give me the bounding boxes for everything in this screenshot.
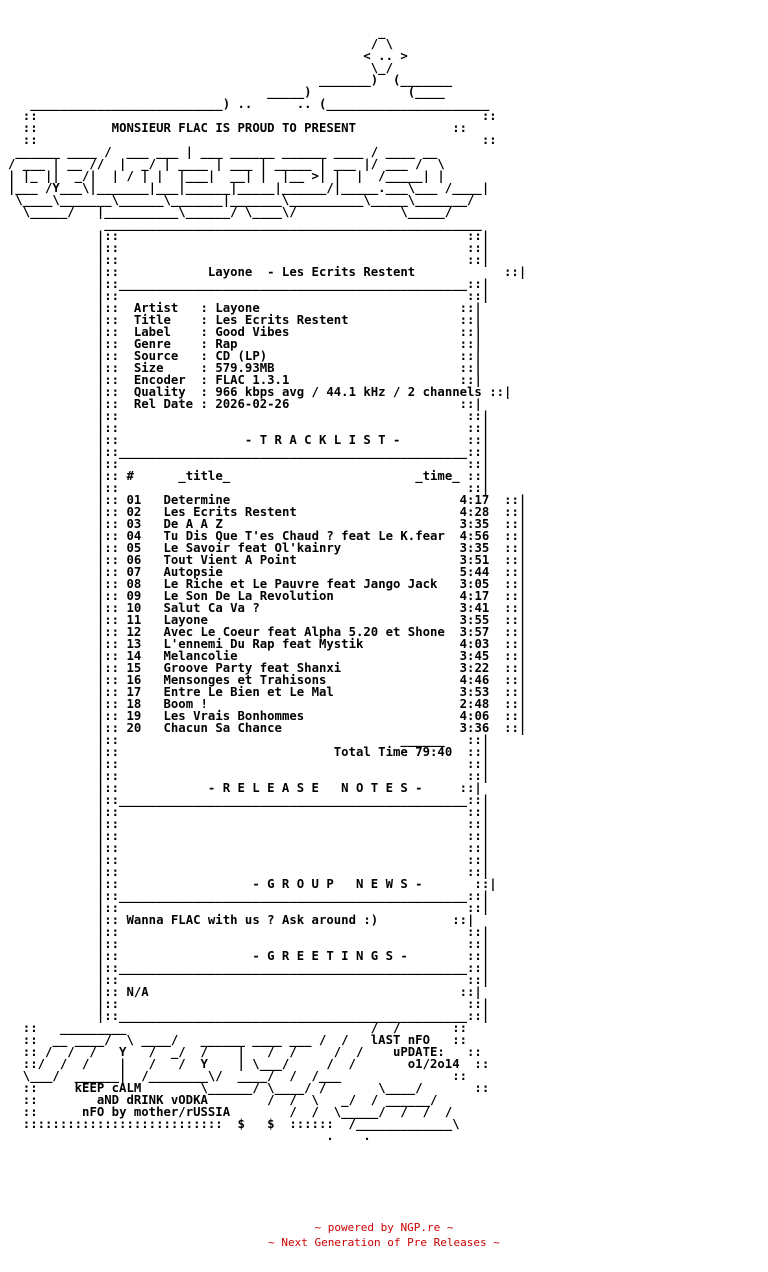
- track-row: |:: 09 Le Son De La Revolution 4:17 ::|: [8, 589, 527, 603]
- track-title: Melancolie: [163, 649, 238, 663]
- top-art: _ / \ < .. > \_/ _______) (_______ _____) (____ __________________________) .. .. (______________________ :: :: ::: [22, 25, 497, 135]
- value-label: Good Vibes: [215, 325, 290, 339]
- track-time: 3:55: [459, 613, 490, 627]
- label-genre: Genre: [133, 337, 171, 351]
- track-number: 01: [126, 493, 142, 507]
- track-title: Groove Party feat Shanxi: [163, 661, 342, 675]
- label-quality: Quality: [133, 385, 186, 399]
- track-time: 4:17: [459, 493, 490, 507]
- track-row: |:: 06 Tout Vient A Point 3:51 ::|: [8, 553, 527, 567]
- track-number: 08: [126, 577, 142, 591]
- track-title: Autopsie: [163, 565, 223, 579]
- group-news-heading: - G R O U P N E W S -: [252, 877, 423, 891]
- group-news-text: Wanna FLAC with us ? Ask around :): [126, 913, 379, 927]
- track-title: Le Riche et Le Pauvre feat Jango Jack: [163, 577, 438, 591]
- track-row: |:: 15 Groove Party feat Shanxi 3:22 ::|: [8, 661, 527, 675]
- track-title: Les Ecrits Restent: [163, 505, 297, 519]
- total-time-label: Total Time: [333, 745, 408, 759]
- track-number: 16: [126, 673, 142, 687]
- value-artist: Layone: [215, 301, 260, 315]
- label-title: Title: [133, 313, 171, 327]
- footer-powered-by: ~ powered by NGP.re ~: [314, 1221, 454, 1234]
- track-number: 04: [126, 529, 142, 543]
- track-time: 3:51: [459, 553, 490, 567]
- track-time: 2:48: [459, 697, 490, 711]
- track-time: 4:28: [459, 505, 490, 519]
- track-title: Entre Le Bien et Le Mal: [163, 685, 334, 699]
- track-row: |:: 18 Boom ! 2:48 ::|: [8, 697, 527, 711]
- release-notes-heading: - R E L E A S E N O T E S -: [207, 781, 423, 795]
- track-number: 05: [126, 541, 142, 555]
- track-number: 07: [126, 565, 142, 579]
- bottom-art: :: _________ / / :: :: __ ____/ \ ____/ ______ ____ ___ / / lAST nFO :: :: / / / Y / _/ / | / / / / uPDATE: :: ::/ / / | / / Y | \___/ / / o1/2o14 :: \___/ ______| /________\/ ____/ / /___ ::: [22, 1021, 490, 1083]
- track-number: 03: [126, 517, 142, 531]
- track-row: |:: 05 Le Savoir feat Ol'kainry 3:35 ::|: [8, 541, 527, 555]
- label-size: Size: [133, 361, 164, 375]
- value-reldate: 2026-02-26: [215, 397, 290, 411]
- bottom-dollar-line: ::::::::::::::::::::::::::: $ $ :::::: /_____________\: [8, 1117, 460, 1131]
- track-time: 3:22: [459, 661, 490, 675]
- track-list: [8, 493, 526, 735]
- track-number: 06: [126, 553, 142, 567]
- label-label: Label: [133, 325, 171, 339]
- nfo-text: _ / \ < .. > \_/ _______) (_______ _____) (____ __________________________) .. .. (______________________ :: :: :: MONSIEUR FLAC IS PROUD TO PRESENT :: :: :: ______ ____ / ___ ___ | ___ ______ ______ ____ / ____ __ / ___ | __ // | _/ | ____ | ___ | _____ | ___ |/ ___ / \ | |_ || _/| | / | | |___| __| | |__ >| | | /_____| | |___ /Y___\|_______|___|______|_____|______/|_____.___\___ /____| \____\_______\______\_______|_______\__________\_____\_______/ \_____/ |__________\______/ \____\/ \_____/ ___________________________________________________ |:: ::| |:: ::| |:: ::| |:: Layone - Les Ecrits Restent ::| |::_______________________________________________::| |:: ::| |:: Artist : Layone ::| |:: Title : Les Ecrits Restent ::| |:: Label : Good Vibes ::| |:: Genre : Rap ::| |:: Source : CD (LP) ::| |:: Size : 579.93MB ::| |:: Encoder : FLAC 1.3.1 ::| |:: Quality : 966 kbps avg / 44.1 kHz / 2 channels ::| |:: Rel Date : 2026-02-26 ::| |:: ::| |:: ::| |:: - T R A C K L I S T - ::| |::_______________________________________________::| |:: ::| |:: # _title_ _time_ ::| |:: ::| |:: 01 Determine 4:17 ::| |:: 02 Les Ecrits Restent 4:28 ::| |:: 03 De A A Z 3:35 ::| |:: 04 Tu Dis Que T'es Chaud ? feat Le K.fear 4:56 ::| |:: 05 Le Savoir feat Ol'kainry 3:35 ::| |:: 06 Tout Vient A Point 3:51 ::| |:: 07 Autopsie 5:44 ::| |:: 08 Le Riche et Le Pauvre feat Jango Jack 3:05 ::| |:: 09 Le Son De La Revolution 4:17 ::| |:: 10 Salut Ca Va ? 3:41 ::| |:: 11 Layone 3:55 ::| |:: 12 Avec Le Coeur feat Alpha 5.20 et Shone 3:57 ::| |:: 13 L'ennemi Du Rap feat Mystik 4:03 ::| |:: 14 Melancolie 3:45 ::| |:: 15 Groove Party feat Shanxi 3:22 ::| |:: 16 Mensonges et Trahisons 4:46 ::| |:: 17 Entre Le Bien et Le Mal 3:53 ::| |:: 18 Boom ! 2:48 ::| |:: 19 Les Vrais Bonhommes 4:06 ::| |:: 20 Chacun Sa Chance 3:36 ::| |:: ______ ::| |:: Total Time 79:40 ::| |:: ::| |:: ::| |:: - R E L E A S E N O T E S - ::| |::_______________________________________________::| |:: ::| |:: ::| |:: ::| |:: ::| |:: ::| |:: ::| |:: - G R O U P N E W S - ::| |::_______________________________________________::| |:: ::| |:: Wanna FLAC with us ? Ask around :) ::| |:: ::| |:: ::| |:: - G R E E T I N G S - ::| |::_______________________________________________::| |:: ::| |:: N/A ::| |:: ::| |::_______________________________________________::| :: _________ / / :: :: __ ____/ \ ____/ ______ ____ ___ / / lAST nFO :: :: / / / Y / _/ / | / / / / uPDATE: :: ::/ / / | / / Y | \___/ / / o1/2o14 :: \___/ ______| /________\/ ____/ / /___ :: :: kEEP cALM \______/ \____/ / \____/ :: :: aND dRINK vODKA / / \ _/ / ______/ :: nFO by mother/rUSSIA / / \_____/ / / / ::::::::::::::::::::::::::: $ $ :::::: /_____________\ . .: [8, 25, 527, 1143]
- track-row: |:: 04 Tu Dis Que T'es Chaud ? feat Le K.fear 4:56 ::|: [8, 529, 527, 543]
- track-time: 4:56: [459, 529, 490, 543]
- track-row: |:: 13 L'ennemi Du Rap feat Mystik 4:03 ::|: [8, 637, 527, 651]
- track-title: Tu Dis Que T'es Chaud ? feat Le K.fear: [163, 529, 445, 543]
- track-title: L'ennemi Du Rap feat Mystik: [163, 637, 364, 651]
- track-row: |:: 10 Salut Ca Va ? 3:41 ::|: [8, 601, 527, 615]
- tracklist-col-title: _title_: [178, 469, 231, 483]
- track-number: 02: [126, 505, 142, 519]
- total-time-value: 79:40: [415, 745, 453, 759]
- track-number: 19: [126, 709, 142, 723]
- track-title: Le Son De La Revolution: [163, 589, 334, 603]
- track-row: |:: 02 Les Ecrits Restent 4:28 ::|: [8, 505, 527, 519]
- track-number: 11: [126, 613, 142, 627]
- label-reldate: Rel Date: [133, 397, 194, 411]
- value-size: 579.93MB: [215, 361, 275, 375]
- track-title: Layone: [163, 613, 208, 627]
- label-encoder: Encoder: [133, 373, 186, 387]
- track-time: 4:03: [459, 637, 490, 651]
- track-time: 5:44: [459, 565, 490, 579]
- track-title: Les Vrais Bonhommes: [163, 709, 305, 723]
- track-time: 3:41: [459, 601, 490, 615]
- nfo-by-line: nFO by mother/rUSSIA: [82, 1105, 231, 1119]
- value-title: Les Ecrits Restent: [215, 313, 349, 327]
- track-row: |:: 14 Melancolie 3:45 ::|: [8, 649, 527, 663]
- track-row: |:: 12 Avec Le Coeur feat Alpha 5.20 et Shone 3:57 ::|: [8, 625, 527, 639]
- track-time: 4:46: [459, 673, 490, 687]
- value-genre: Rap: [215, 337, 238, 351]
- greetings-text: N/A: [126, 985, 149, 999]
- artist-title-line: Layone - Les Ecrits Restent: [207, 265, 416, 279]
- track-row: |:: 11 Layone 3:55 ::|: [8, 613, 527, 627]
- label-artist: Artist: [133, 301, 179, 315]
- tracklist-col-num: #: [126, 469, 134, 483]
- track-time: 3:35: [459, 517, 490, 531]
- track-title: Avec Le Coeur feat Alpha 5.20 et Shone: [163, 625, 445, 639]
- track-row: |:: 07 Autopsie 5:44 ::|: [8, 565, 527, 579]
- track-title: Le Savoir feat Ol'kainry: [163, 541, 342, 555]
- label-source: Source: [133, 349, 179, 363]
- greetings-heading: - G R E E T I N G S -: [252, 949, 408, 963]
- track-row: |:: 03 De A A Z 3:35 ::|: [8, 517, 527, 531]
- track-title: De A A Z: [163, 517, 223, 531]
- track-number: 20: [126, 721, 142, 735]
- track-row: |:: 17 Entre Le Bien et Le Mal 3:53 ::|: [8, 685, 527, 699]
- track-row: |:: 16 Mensonges et Trahisons 4:46 ::|: [8, 673, 527, 687]
- track-time: 3:35: [459, 541, 490, 555]
- track-title: Mensonges et Trahisons: [163, 673, 327, 687]
- value-source: CD (LP): [215, 349, 268, 363]
- group-logo: ______ ____ / ___ ___ | ___ ______ ______ ____ / ____ __ / ___ | __ // | _/ | ____ | ___ | _____ | ___ |/ ___ / \ | |_ || _/| | / | | |___| __| | |__ >| | | /_____| | |___ /Y___\|_______|___|______|_____|______/|_____.___\___ /____| \____\_______\______\_______|_______\__________\_____\_______/ \_____/ |__________\______/ \____\/ \_____/: [8, 145, 490, 219]
- track-row: |:: 19 Les Vrais Bonhommes 4:06 ::|: [8, 709, 527, 723]
- track-time: 3:57: [459, 625, 490, 639]
- track-number: 10: [126, 601, 142, 615]
- footer-next-gen: ~ Next Generation of Pre Releases ~: [268, 1236, 500, 1249]
- track-number: 14: [126, 649, 142, 663]
- track-time: 4:06: [459, 709, 490, 723]
- track-time: 3:53: [459, 685, 490, 699]
- track-title: Determine: [163, 493, 231, 507]
- tracklist-col-time: _time_: [415, 469, 460, 483]
- track-title: Salut Ca Va ?: [163, 601, 260, 615]
- track-row: |:: 08 Le Riche et Le Pauvre feat Jango Jack 3:05 ::|: [8, 577, 527, 591]
- track-time: 3:45: [459, 649, 490, 663]
- track-title: Boom !: [163, 697, 208, 711]
- track-row: |:: 20 Chacun Sa Chance 3:36 ::|: [8, 721, 527, 735]
- presents-line: MONSIEUR FLAC IS PROUD TO PRESENT: [111, 121, 356, 135]
- track-number: 18: [126, 697, 142, 711]
- track-title: Chacun Sa Chance: [163, 721, 282, 735]
- track-time: 3:36: [459, 721, 490, 735]
- keep-calm-line: kEEP cALM: [74, 1081, 142, 1095]
- track-number: 09: [126, 589, 142, 603]
- track-time: 3:05: [459, 577, 490, 591]
- track-number: 13: [126, 637, 142, 651]
- footer: [0, 1220, 768, 1250]
- drink-vodka-line: aND dRINK vODKA: [96, 1093, 208, 1107]
- track-time: 4:17: [459, 589, 490, 603]
- tracklist-heading: - T R A C K L I S T -: [244, 433, 401, 447]
- track-row: |:: 01 Determine 4:17 ::|: [8, 493, 527, 507]
- track-title: Tout Vient A Point: [163, 553, 297, 567]
- track-number: 12: [126, 625, 142, 639]
- track-number: 17: [126, 685, 142, 699]
- value-encoder: FLAC 1.3.1: [215, 373, 290, 387]
- track-number: 15: [126, 661, 142, 675]
- value-quality: 966 kbps avg / 44.1 kHz / 2 channels: [215, 385, 482, 399]
